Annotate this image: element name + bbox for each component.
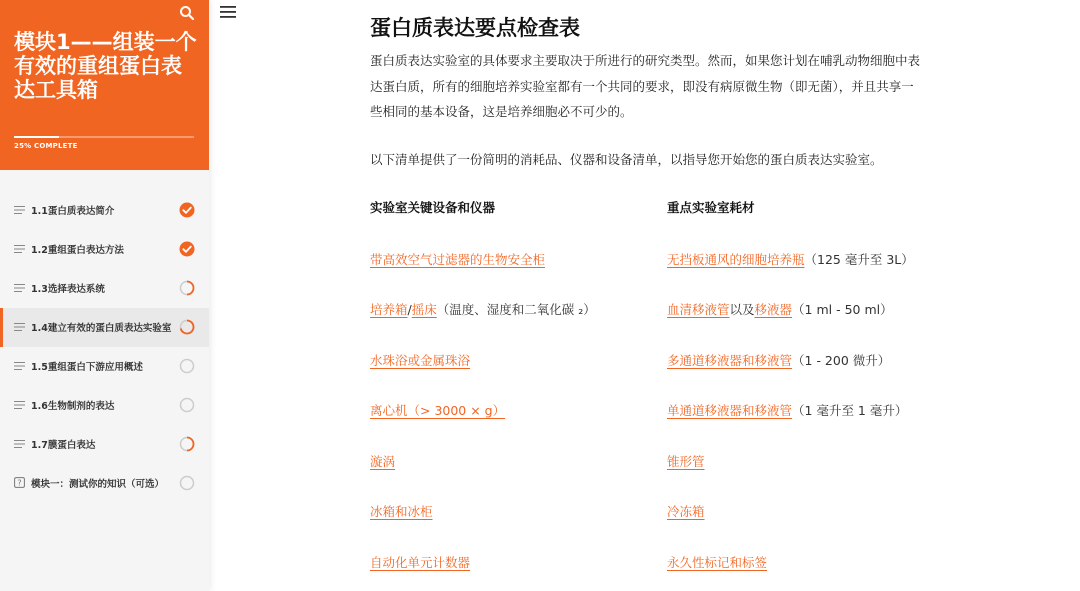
intro-line: 些相同的基本设备，这是培养细胞必不可少的。	[370, 104, 633, 119]
lesson-label: 1.2重组蛋白表达方法	[31, 245, 124, 256]
complete-check-icon	[179, 202, 195, 218]
checklist-item	[370, 351, 470, 369]
not-started-icon	[179, 397, 195, 413]
checklist-link[interactable]: 无挡板通风的细胞培养瓶	[667, 252, 805, 267]
checklist-link[interactable]: 冰箱和冰柜	[370, 504, 433, 519]
sidebar-lesson-item[interactable]	[0, 269, 209, 308]
checklist-link[interactable]: 漩涡	[370, 454, 396, 469]
progress-fill	[14, 136, 59, 138]
sidebar-lesson-item[interactable]	[0, 347, 209, 386]
intro-line: 达蛋白质，所有的细胞培养实验室都有一个共同的要求，即没有病原微生物（即无菌），并且共享一	[370, 78, 914, 94]
item-note: （1 毫升至 1 毫升）	[792, 403, 908, 418]
sidebar	[0, 0, 209, 591]
complete-check-icon	[179, 241, 195, 257]
lines-icon	[14, 244, 25, 254]
checklist-item	[667, 502, 705, 520]
checklist-link[interactable]: 离心机（> 3000 × g）	[370, 403, 506, 418]
lesson-label: 1.6生物制剂的表达	[31, 401, 115, 412]
equipment-heading: 实验室关键设备和仪器	[370, 200, 496, 215]
checklist-link[interactable]: 水珠浴或金属珠浴	[370, 353, 471, 368]
menu-icon[interactable]	[219, 5, 237, 19]
separator-text: /	[407, 302, 412, 317]
checklist-link[interactable]: 单通道移液器和移液管	[667, 403, 793, 418]
partial-progress-icon	[179, 280, 195, 296]
lines-icon	[14, 439, 25, 449]
progress-label: 25% COMPLETE	[14, 142, 78, 150]
checklist-link[interactable]: 带高效空气过滤器的生物安全柜	[370, 252, 546, 267]
lesson-label: 1.3选择表达系统	[31, 284, 105, 295]
checklist-link[interactable]: 多通道移液器和移液管	[667, 353, 793, 368]
checklist-link[interactable]: 自动化单元计数器	[370, 555, 471, 570]
checklist-item	[370, 502, 433, 520]
lines-icon	[14, 283, 25, 293]
sidebar-lesson-item[interactable]	[0, 191, 209, 230]
lesson-label: 1.5重组蛋白下游应用概述	[31, 362, 143, 373]
checklist-link[interactable]: 培养箱	[370, 302, 408, 317]
checklist-item	[370, 300, 596, 318]
lesson-label: 1.1蛋白质表达简介	[31, 206, 115, 217]
item-note: （温度、湿度和二氧化碳 ₂）	[436, 302, 596, 317]
not-started-icon	[179, 358, 195, 374]
checklist-link[interactable]: 摇床	[411, 302, 437, 317]
item-note: （1 - 200 微升）	[792, 353, 891, 368]
checklist-intro: 以下清单提供了一份简明的消耗品、仪器和设备清单，以指导您开始您的蛋白质表达实验室。	[370, 152, 883, 167]
lines-icon	[14, 322, 25, 332]
not-started-icon	[179, 475, 195, 491]
intro-line: 蛋白质表达实验室的具体要求主要取决于所进行的研究类型。然而，如果您计划在哺乳动物细胞中表	[370, 53, 921, 68]
sidebar-lesson-item[interactable]	[0, 386, 209, 425]
svg-text:?: ?	[17, 478, 22, 488]
checklist-item	[667, 250, 914, 268]
checklist-item	[370, 250, 545, 268]
separator-text: 以及	[729, 302, 755, 317]
checklist-link[interactable]: 锥形管	[667, 454, 705, 469]
lines-icon	[14, 205, 25, 215]
intro-paragraph	[370, 48, 940, 125]
checklist-link[interactable]: 永久性标记和标签	[667, 555, 768, 570]
item-note: （1 ml - 50 ml）	[792, 302, 893, 317]
sidebar-lesson-item[interactable]	[0, 230, 209, 269]
checklist-item	[667, 553, 767, 571]
checklist-item	[667, 452, 705, 470]
checklist-item	[370, 452, 395, 470]
lines-icon	[14, 400, 25, 410]
checklist-item	[667, 401, 907, 419]
lesson-label: 模块一：测试你的知识（可选）	[31, 479, 165, 490]
sidebar-lesson-item[interactable]	[0, 425, 209, 464]
progress-bar	[14, 136, 194, 138]
course-title: 模块1——组装一个有效的重组蛋白表达工具箱	[14, 30, 197, 102]
lines-icon	[14, 361, 25, 371]
checklist-item	[667, 351, 890, 369]
in-progress-icon	[179, 319, 195, 335]
checklist-item	[667, 300, 893, 318]
checklist-link[interactable]: 移液器	[754, 302, 793, 317]
partial-progress-icon	[179, 436, 195, 452]
sidebar-lesson-item[interactable]	[0, 308, 209, 347]
page-title: 蛋白质表达要点检查表	[370, 16, 580, 40]
checklist-item	[370, 553, 470, 571]
checklist-link[interactable]: 血清移液管	[667, 302, 730, 317]
consumables-heading: 重点实验室耗材	[667, 200, 755, 215]
lesson-label: 1.4建立有效的蛋白质表达实验室	[31, 323, 172, 334]
quiz-icon	[14, 477, 25, 488]
search-icon[interactable]	[179, 5, 195, 21]
lesson-label: 1.7膜蛋白表达	[31, 440, 96, 451]
course-header	[0, 0, 209, 170]
sidebar-lesson-item[interactable]	[0, 464, 209, 503]
checklist-link[interactable]: 冷冻箱	[667, 504, 705, 519]
item-note: （125 毫升至 3L）	[804, 252, 914, 267]
checklist-item	[370, 401, 505, 419]
